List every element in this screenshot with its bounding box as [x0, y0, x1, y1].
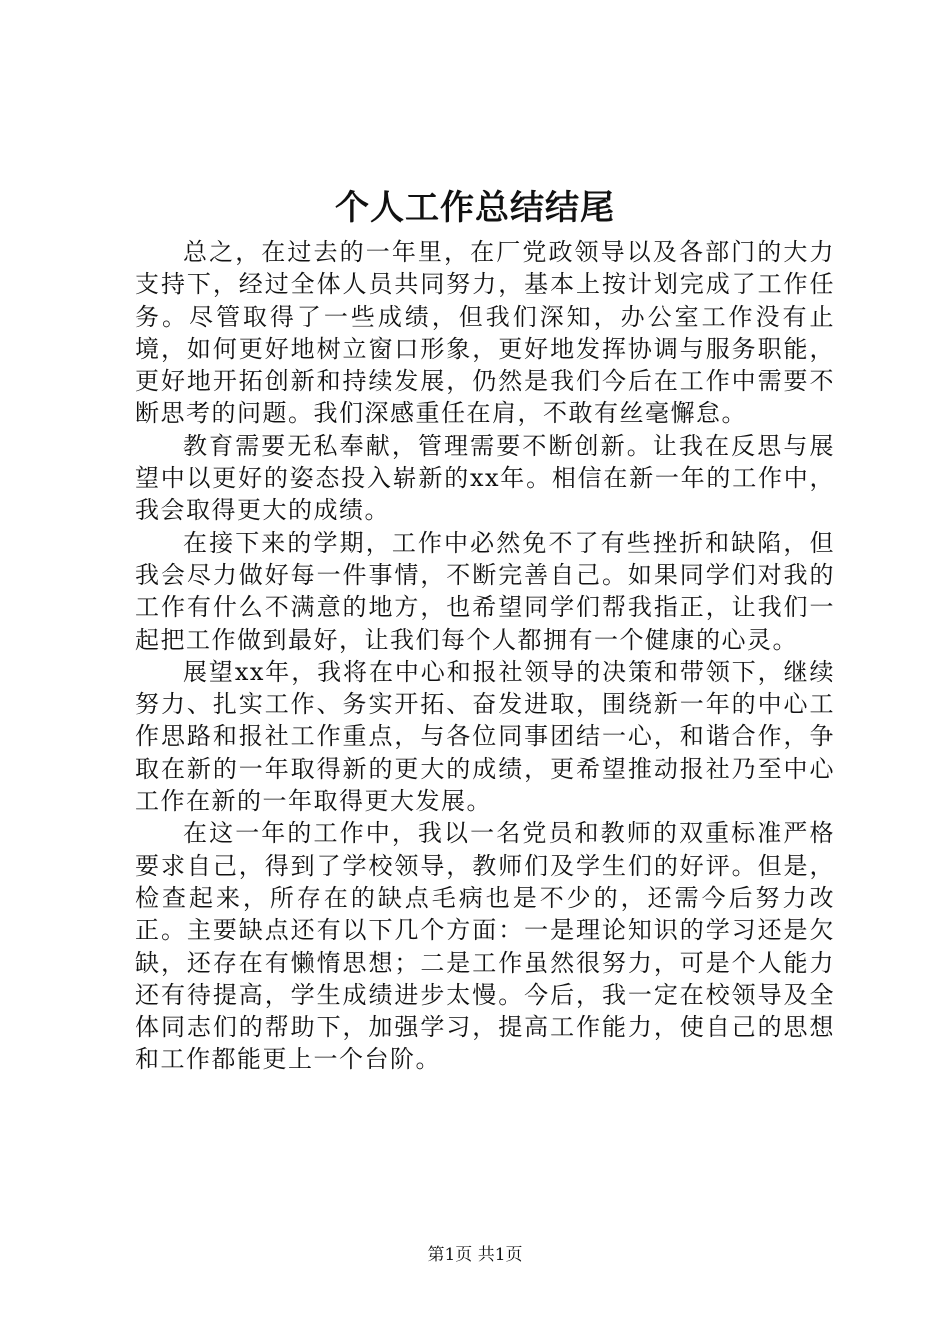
- paragraph-3: 在接下来的学期，工作中必然免不了有些挫折和缺陷，但我会尽力做好每一件事情，不断完善自己。如果同学们对我的工作有什么不满意的地方，也希望同学们帮我指正，让我们一起把工作做到最好，让我们每个人都拥有一个健康的心灵。: [135, 528, 835, 654]
- document-title: 个人工作总结结尾: [335, 188, 615, 228]
- document-body: [135, 236, 835, 1076]
- paragraph-5: 在这一年的工作中，我以一名党员和教师的双重标准严格要求自己，得到了学校领导，教师们及学生们的好评。但是，检查起来，所存在的缺点毛病也是不少的，还需今后努力改正。主要缺点还有以下几个方面：一是理论知识的学习还是欠缺，还存在有懒惰思想；二是工作虽然很努力，可是个人能力还有待提高，学生成绩进步太慢。今后，我一定在校领导及全体同志们的帮助下，加强学习，提高工作能力，使自己的思想和工作都能更上一个台阶。: [135, 819, 835, 1074]
- paragraph-2: 教育需要无私奉献，管理需要不断创新。让我在反思与展望中以更好的姿态投入崭新的xx年。相信在新一年的工作中，我会取得更大的成绩。: [135, 431, 835, 525]
- paragraph-4: 展望xx年，我将在中心和报社领导的决策和带领下，继续努力、扎实工作、务实开拓、奋发进取，围绕新一年的中心工作思路和报社工作重点，与各位同事团结一心，和谐合作，争取在新的一年取得新的更大的成绩，更希望推动报社乃至中心工作在新的一年取得更大发展。: [135, 657, 835, 816]
- page-footer: 第1页 共1页: [427, 1245, 523, 1265]
- paragraph-1: 总之，在过去的一年里，在厂党政领导以及各部门的大力支持下，经过全体人员共同努力，基本上按计划完成了工作任务。尽管取得了一些成绩，但我们深知，办公室工作没有止境，如何更好地树立窗口形象，更好地发挥协调与服务职能，更好地开拓创新和持续发展，仍然是我们今后在工作中需要不断思考的问题。我们深感重任在肩，不敢有丝毫懈怠。: [135, 238, 835, 428]
